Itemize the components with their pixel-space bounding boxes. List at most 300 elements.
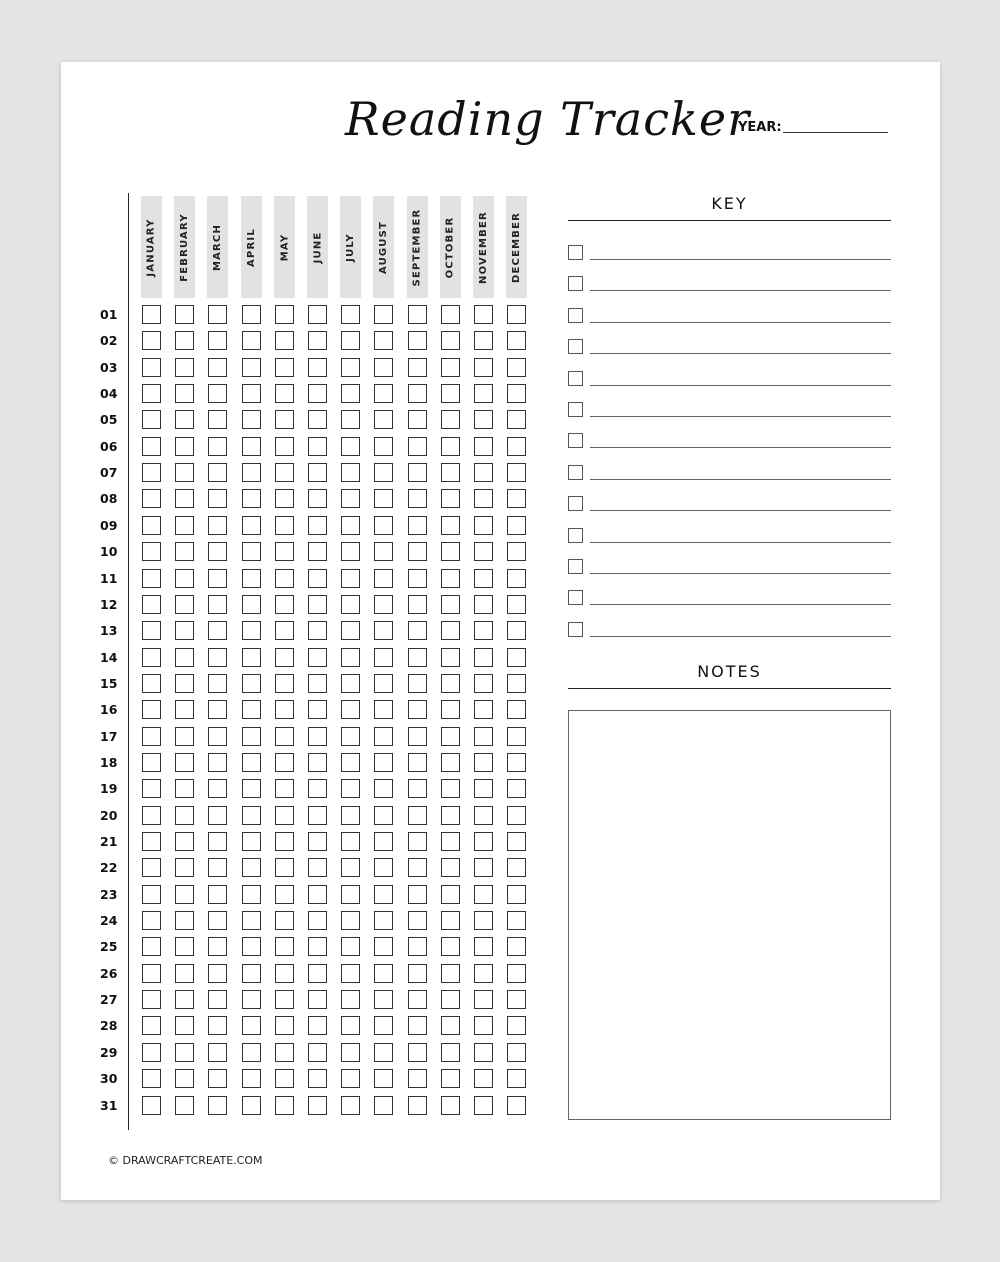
day-checkbox[interactable] — [374, 727, 393, 746]
key-entry-line[interactable] — [590, 573, 891, 574]
day-checkbox[interactable] — [408, 937, 427, 956]
day-checkbox[interactable] — [441, 331, 460, 350]
day-checkbox[interactable] — [275, 964, 294, 983]
day-checkbox[interactable] — [242, 384, 261, 403]
day-checkbox[interactable] — [175, 648, 194, 667]
day-checkbox[interactable] — [408, 1043, 427, 1062]
day-checkbox[interactable] — [441, 674, 460, 693]
day-checkbox[interactable] — [175, 990, 194, 1009]
day-checkbox[interactable] — [308, 937, 327, 956]
day-checkbox[interactable] — [308, 331, 327, 350]
day-checkbox[interactable] — [474, 990, 493, 1009]
day-checkbox[interactable] — [474, 542, 493, 561]
day-checkbox[interactable] — [275, 937, 294, 956]
day-checkbox[interactable] — [507, 806, 526, 825]
day-checkbox[interactable] — [374, 410, 393, 429]
day-checkbox[interactable] — [275, 674, 294, 693]
day-checkbox[interactable] — [142, 648, 161, 667]
day-checkbox[interactable] — [175, 964, 194, 983]
day-checkbox[interactable] — [341, 964, 360, 983]
day-checkbox[interactable] — [507, 569, 526, 588]
day-checkbox[interactable] — [507, 779, 526, 798]
day-checkbox[interactable] — [507, 1069, 526, 1088]
day-checkbox[interactable] — [275, 832, 294, 851]
day-checkbox[interactable] — [242, 463, 261, 482]
year-input-line[interactable] — [783, 132, 888, 133]
day-checkbox[interactable] — [374, 964, 393, 983]
day-checkbox[interactable] — [208, 1096, 227, 1115]
day-checkbox[interactable] — [208, 1016, 227, 1035]
key-entry-line[interactable] — [590, 447, 891, 448]
day-checkbox[interactable] — [474, 305, 493, 324]
day-checkbox[interactable] — [142, 384, 161, 403]
day-checkbox[interactable] — [408, 463, 427, 482]
day-checkbox[interactable] — [341, 700, 360, 719]
day-checkbox[interactable] — [242, 937, 261, 956]
day-checkbox[interactable] — [474, 885, 493, 904]
day-checkbox[interactable] — [474, 1069, 493, 1088]
day-checkbox[interactable] — [441, 885, 460, 904]
key-entry-line[interactable] — [590, 636, 891, 637]
day-checkbox[interactable] — [474, 595, 493, 614]
day-checkbox[interactable] — [441, 832, 460, 851]
key-entry-line[interactable] — [590, 353, 891, 354]
day-checkbox[interactable] — [275, 516, 294, 535]
day-checkbox[interactable] — [507, 621, 526, 640]
day-checkbox[interactable] — [474, 937, 493, 956]
day-checkbox[interactable] — [441, 595, 460, 614]
day-checkbox[interactable] — [308, 358, 327, 377]
day-checkbox[interactable] — [308, 569, 327, 588]
day-checkbox[interactable] — [341, 727, 360, 746]
day-checkbox[interactable] — [275, 489, 294, 508]
day-checkbox[interactable] — [408, 753, 427, 772]
day-checkbox[interactable] — [408, 885, 427, 904]
day-checkbox[interactable] — [208, 384, 227, 403]
day-checkbox[interactable] — [242, 674, 261, 693]
day-checkbox[interactable] — [208, 1069, 227, 1088]
day-checkbox[interactable] — [175, 331, 194, 350]
day-checkbox[interactable] — [308, 595, 327, 614]
day-checkbox[interactable] — [208, 358, 227, 377]
day-checkbox[interactable] — [507, 305, 526, 324]
day-checkbox[interactable] — [507, 1096, 526, 1115]
day-checkbox[interactable] — [175, 516, 194, 535]
day-checkbox[interactable] — [242, 1069, 261, 1088]
day-checkbox[interactable] — [175, 621, 194, 640]
day-checkbox[interactable] — [142, 1016, 161, 1035]
day-checkbox[interactable] — [507, 595, 526, 614]
day-checkbox[interactable] — [507, 937, 526, 956]
day-checkbox[interactable] — [374, 358, 393, 377]
day-checkbox[interactable] — [441, 806, 460, 825]
day-checkbox[interactable] — [374, 463, 393, 482]
day-checkbox[interactable] — [507, 358, 526, 377]
day-checkbox[interactable] — [441, 964, 460, 983]
day-checkbox[interactable] — [275, 753, 294, 772]
day-checkbox[interactable] — [175, 463, 194, 482]
day-checkbox[interactable] — [408, 489, 427, 508]
key-entry-line[interactable] — [590, 510, 891, 511]
key-entry-line[interactable] — [590, 479, 891, 480]
day-checkbox[interactable] — [208, 516, 227, 535]
day-checkbox[interactable] — [441, 700, 460, 719]
day-checkbox[interactable] — [474, 384, 493, 403]
day-checkbox[interactable] — [175, 569, 194, 588]
day-checkbox[interactable] — [507, 331, 526, 350]
day-checkbox[interactable] — [374, 489, 393, 508]
day-checkbox[interactable] — [242, 595, 261, 614]
day-checkbox[interactable] — [242, 832, 261, 851]
day-checkbox[interactable] — [441, 779, 460, 798]
day-checkbox[interactable] — [142, 305, 161, 324]
day-checkbox[interactable] — [208, 753, 227, 772]
day-checkbox[interactable] — [441, 753, 460, 772]
day-checkbox[interactable] — [308, 410, 327, 429]
day-checkbox[interactable] — [175, 595, 194, 614]
day-checkbox[interactable] — [408, 1016, 427, 1035]
day-checkbox[interactable] — [242, 489, 261, 508]
day-checkbox[interactable] — [408, 358, 427, 377]
day-checkbox[interactable] — [374, 674, 393, 693]
day-checkbox[interactable] — [275, 779, 294, 798]
day-checkbox[interactable] — [208, 937, 227, 956]
day-checkbox[interactable] — [374, 542, 393, 561]
day-checkbox[interactable] — [275, 806, 294, 825]
day-checkbox[interactable] — [341, 779, 360, 798]
day-checkbox[interactable] — [408, 384, 427, 403]
day-checkbox[interactable] — [474, 858, 493, 877]
day-checkbox[interactable] — [142, 832, 161, 851]
day-checkbox[interactable] — [441, 305, 460, 324]
day-checkbox[interactable] — [441, 384, 460, 403]
day-checkbox[interactable] — [308, 621, 327, 640]
day-checkbox[interactable] — [242, 911, 261, 930]
day-checkbox[interactable] — [507, 753, 526, 772]
day-checkbox[interactable] — [142, 937, 161, 956]
day-checkbox[interactable] — [208, 674, 227, 693]
day-checkbox[interactable] — [474, 358, 493, 377]
day-checkbox[interactable] — [175, 885, 194, 904]
day-checkbox[interactable] — [175, 779, 194, 798]
key-entry-line[interactable] — [590, 322, 891, 323]
key-color-box[interactable] — [568, 276, 583, 291]
day-checkbox[interactable] — [142, 806, 161, 825]
day-checkbox[interactable] — [208, 489, 227, 508]
day-checkbox[interactable] — [408, 331, 427, 350]
day-checkbox[interactable] — [308, 305, 327, 324]
day-checkbox[interactable] — [242, 858, 261, 877]
day-checkbox[interactable] — [374, 806, 393, 825]
day-checkbox[interactable] — [474, 806, 493, 825]
day-checkbox[interactable] — [341, 542, 360, 561]
day-checkbox[interactable] — [474, 779, 493, 798]
day-checkbox[interactable] — [142, 990, 161, 1009]
day-checkbox[interactable] — [308, 990, 327, 1009]
day-checkbox[interactable] — [507, 542, 526, 561]
day-checkbox[interactable] — [507, 674, 526, 693]
day-checkbox[interactable] — [208, 832, 227, 851]
day-checkbox[interactable] — [308, 1043, 327, 1062]
day-checkbox[interactable] — [308, 885, 327, 904]
day-checkbox[interactable] — [408, 1096, 427, 1115]
day-checkbox[interactable] — [408, 779, 427, 798]
day-checkbox[interactable] — [507, 990, 526, 1009]
day-checkbox[interactable] — [441, 911, 460, 930]
day-checkbox[interactable] — [175, 542, 194, 561]
day-checkbox[interactable] — [341, 806, 360, 825]
day-checkbox[interactable] — [308, 437, 327, 456]
day-checkbox[interactable] — [208, 331, 227, 350]
day-checkbox[interactable] — [441, 937, 460, 956]
day-checkbox[interactable] — [142, 410, 161, 429]
day-checkbox[interactable] — [507, 1043, 526, 1062]
key-color-box[interactable] — [568, 528, 583, 543]
day-checkbox[interactable] — [242, 331, 261, 350]
day-checkbox[interactable] — [441, 1043, 460, 1062]
notes-box[interactable] — [568, 710, 891, 1120]
day-checkbox[interactable] — [275, 437, 294, 456]
day-checkbox[interactable] — [341, 937, 360, 956]
day-checkbox[interactable] — [341, 569, 360, 588]
day-checkbox[interactable] — [341, 410, 360, 429]
day-checkbox[interactable] — [308, 516, 327, 535]
day-checkbox[interactable] — [374, 437, 393, 456]
day-checkbox[interactable] — [175, 753, 194, 772]
day-checkbox[interactable] — [341, 1016, 360, 1035]
key-entry-line[interactable] — [590, 542, 891, 543]
day-checkbox[interactable] — [441, 858, 460, 877]
day-checkbox[interactable] — [341, 911, 360, 930]
day-checkbox[interactable] — [175, 1043, 194, 1062]
day-checkbox[interactable] — [507, 410, 526, 429]
day-checkbox[interactable] — [175, 1069, 194, 1088]
day-checkbox[interactable] — [275, 331, 294, 350]
day-checkbox[interactable] — [308, 1069, 327, 1088]
day-checkbox[interactable] — [507, 700, 526, 719]
day-checkbox[interactable] — [374, 621, 393, 640]
day-checkbox[interactable] — [175, 806, 194, 825]
day-checkbox[interactable] — [374, 911, 393, 930]
day-checkbox[interactable] — [175, 858, 194, 877]
day-checkbox[interactable] — [175, 937, 194, 956]
day-checkbox[interactable] — [474, 331, 493, 350]
day-checkbox[interactable] — [474, 674, 493, 693]
day-checkbox[interactable] — [474, 727, 493, 746]
day-checkbox[interactable] — [441, 489, 460, 508]
day-checkbox[interactable] — [474, 832, 493, 851]
day-checkbox[interactable] — [441, 621, 460, 640]
day-checkbox[interactable] — [308, 806, 327, 825]
day-checkbox[interactable] — [474, 753, 493, 772]
day-checkbox[interactable] — [408, 569, 427, 588]
day-checkbox[interactable] — [208, 885, 227, 904]
day-checkbox[interactable] — [308, 727, 327, 746]
day-checkbox[interactable] — [242, 358, 261, 377]
day-checkbox[interactable] — [275, 463, 294, 482]
day-checkbox[interactable] — [142, 516, 161, 535]
day-checkbox[interactable] — [341, 358, 360, 377]
day-checkbox[interactable] — [242, 1096, 261, 1115]
day-checkbox[interactable] — [142, 674, 161, 693]
day-checkbox[interactable] — [208, 779, 227, 798]
day-checkbox[interactable] — [142, 331, 161, 350]
day-checkbox[interactable] — [275, 1069, 294, 1088]
day-checkbox[interactable] — [507, 1016, 526, 1035]
key-entry-line[interactable] — [590, 604, 891, 605]
day-checkbox[interactable] — [441, 437, 460, 456]
day-checkbox[interactable] — [441, 648, 460, 667]
day-checkbox[interactable] — [308, 753, 327, 772]
day-checkbox[interactable] — [441, 410, 460, 429]
day-checkbox[interactable] — [408, 990, 427, 1009]
day-checkbox[interactable] — [175, 358, 194, 377]
day-checkbox[interactable] — [142, 542, 161, 561]
day-checkbox[interactable] — [275, 1043, 294, 1062]
day-checkbox[interactable] — [175, 832, 194, 851]
day-checkbox[interactable] — [441, 463, 460, 482]
day-checkbox[interactable] — [374, 1043, 393, 1062]
day-checkbox[interactable] — [507, 832, 526, 851]
day-checkbox[interactable] — [308, 489, 327, 508]
day-checkbox[interactable] — [374, 305, 393, 324]
day-checkbox[interactable] — [507, 964, 526, 983]
day-checkbox[interactable] — [507, 437, 526, 456]
day-checkbox[interactable] — [341, 331, 360, 350]
day-checkbox[interactable] — [374, 569, 393, 588]
day-checkbox[interactable] — [242, 779, 261, 798]
day-checkbox[interactable] — [408, 621, 427, 640]
day-checkbox[interactable] — [507, 384, 526, 403]
day-checkbox[interactable] — [208, 305, 227, 324]
day-checkbox[interactable] — [374, 1016, 393, 1035]
day-checkbox[interactable] — [175, 700, 194, 719]
day-checkbox[interactable] — [408, 806, 427, 825]
day-checkbox[interactable] — [341, 1096, 360, 1115]
day-checkbox[interactable] — [275, 858, 294, 877]
key-color-box[interactable] — [568, 245, 583, 260]
day-checkbox[interactable] — [308, 700, 327, 719]
day-checkbox[interactable] — [208, 437, 227, 456]
day-checkbox[interactable] — [474, 911, 493, 930]
day-checkbox[interactable] — [308, 911, 327, 930]
day-checkbox[interactable] — [507, 911, 526, 930]
day-checkbox[interactable] — [175, 305, 194, 324]
day-checkbox[interactable] — [142, 858, 161, 877]
day-checkbox[interactable] — [275, 569, 294, 588]
day-checkbox[interactable] — [142, 1069, 161, 1088]
day-checkbox[interactable] — [408, 911, 427, 930]
day-checkbox[interactable] — [408, 542, 427, 561]
day-checkbox[interactable] — [175, 911, 194, 930]
day-checkbox[interactable] — [408, 410, 427, 429]
day-checkbox[interactable] — [441, 990, 460, 1009]
day-checkbox[interactable] — [341, 990, 360, 1009]
day-checkbox[interactable] — [242, 753, 261, 772]
day-checkbox[interactable] — [341, 674, 360, 693]
day-checkbox[interactable] — [175, 1016, 194, 1035]
day-checkbox[interactable] — [275, 700, 294, 719]
day-checkbox[interactable] — [208, 806, 227, 825]
day-checkbox[interactable] — [341, 858, 360, 877]
day-checkbox[interactable] — [474, 463, 493, 482]
day-checkbox[interactable] — [275, 885, 294, 904]
day-checkbox[interactable] — [242, 621, 261, 640]
day-checkbox[interactable] — [208, 648, 227, 667]
day-checkbox[interactable] — [242, 569, 261, 588]
day-checkbox[interactable] — [142, 885, 161, 904]
day-checkbox[interactable] — [242, 727, 261, 746]
key-entry-line[interactable] — [590, 290, 891, 291]
day-checkbox[interactable] — [441, 516, 460, 535]
day-checkbox[interactable] — [242, 806, 261, 825]
day-checkbox[interactable] — [474, 964, 493, 983]
key-color-box[interactable] — [568, 622, 583, 637]
key-color-box[interactable] — [568, 465, 583, 480]
day-checkbox[interactable] — [374, 858, 393, 877]
day-checkbox[interactable] — [142, 1043, 161, 1062]
day-checkbox[interactable] — [275, 1016, 294, 1035]
key-color-box[interactable] — [568, 339, 583, 354]
day-checkbox[interactable] — [441, 1096, 460, 1115]
day-checkbox[interactable] — [275, 305, 294, 324]
day-checkbox[interactable] — [275, 911, 294, 930]
day-checkbox[interactable] — [242, 990, 261, 1009]
day-checkbox[interactable] — [242, 700, 261, 719]
day-checkbox[interactable] — [142, 700, 161, 719]
day-checkbox[interactable] — [142, 621, 161, 640]
day-checkbox[interactable] — [507, 648, 526, 667]
day-checkbox[interactable] — [374, 1069, 393, 1088]
day-checkbox[interactable] — [175, 727, 194, 746]
day-checkbox[interactable] — [408, 964, 427, 983]
day-checkbox[interactable] — [208, 595, 227, 614]
day-checkbox[interactable] — [275, 648, 294, 667]
day-checkbox[interactable] — [242, 542, 261, 561]
day-checkbox[interactable] — [308, 648, 327, 667]
day-checkbox[interactable] — [208, 911, 227, 930]
day-checkbox[interactable] — [408, 700, 427, 719]
day-checkbox[interactable] — [474, 410, 493, 429]
day-checkbox[interactable] — [208, 700, 227, 719]
day-checkbox[interactable] — [142, 727, 161, 746]
day-checkbox[interactable] — [374, 779, 393, 798]
day-checkbox[interactable] — [341, 305, 360, 324]
day-checkbox[interactable] — [142, 437, 161, 456]
day-checkbox[interactable] — [441, 358, 460, 377]
day-checkbox[interactable] — [408, 437, 427, 456]
day-checkbox[interactable] — [308, 674, 327, 693]
day-checkbox[interactable] — [441, 1069, 460, 1088]
day-checkbox[interactable] — [474, 569, 493, 588]
day-checkbox[interactable] — [275, 621, 294, 640]
day-checkbox[interactable] — [341, 595, 360, 614]
day-checkbox[interactable] — [208, 858, 227, 877]
day-checkbox[interactable] — [308, 384, 327, 403]
day-checkbox[interactable] — [374, 516, 393, 535]
day-checkbox[interactable] — [142, 964, 161, 983]
day-checkbox[interactable] — [441, 1016, 460, 1035]
day-checkbox[interactable] — [374, 331, 393, 350]
day-checkbox[interactable] — [275, 358, 294, 377]
day-checkbox[interactable] — [408, 595, 427, 614]
day-checkbox[interactable] — [308, 779, 327, 798]
key-entry-line[interactable] — [590, 416, 891, 417]
day-checkbox[interactable] — [142, 753, 161, 772]
day-checkbox[interactable] — [208, 727, 227, 746]
day-checkbox[interactable] — [142, 779, 161, 798]
day-checkbox[interactable] — [242, 437, 261, 456]
